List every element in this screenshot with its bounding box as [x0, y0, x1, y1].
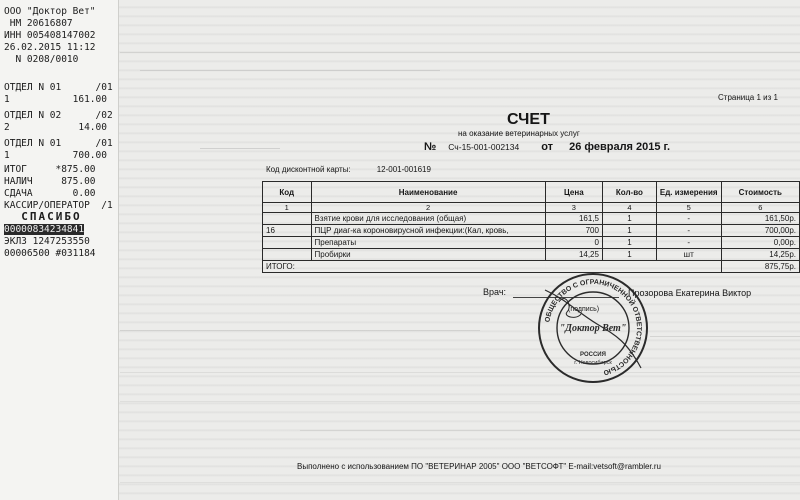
cell-code: [263, 237, 312, 249]
col-header-qty: Кол-во: [602, 182, 656, 203]
cell-qty: 1: [602, 225, 656, 237]
cell-unit: -: [656, 237, 721, 249]
table-row: [263, 225, 800, 237]
date-label: от: [541, 141, 554, 153]
cell-price: 14,25: [545, 249, 602, 261]
stamp-center-text: "Доктор Вет": [559, 323, 627, 334]
total-row: [263, 261, 800, 273]
receipt-line: ИНН 005408147002: [4, 30, 96, 41]
cell-qty: 1: [602, 237, 656, 249]
receipt-line: ЭКЛЗ 1247253550: [4, 236, 90, 247]
cell-name: Взятие крови для исследования (общая): [311, 213, 545, 225]
invoice-number: Сч-15-001-002134: [448, 142, 520, 152]
footer-software-credit: Выполнено с использованием ПО "ВЕТЕРИНАР 2005" ООО "ВЕТСОФТ" E-mail:vetsoft@rambler.ru: [297, 462, 661, 471]
company-stamp: [537, 272, 649, 384]
col-header-cost: Стоимость: [721, 182, 799, 203]
col-number: 6: [721, 203, 799, 213]
page-number: Страница 1 из 1: [718, 93, 778, 102]
col-header-name: Наименование: [311, 182, 545, 203]
table-row: [263, 249, 800, 261]
cell-qty: 1: [602, 213, 656, 225]
invoice-subtitle: на оказание ветеринарных услуг: [458, 129, 580, 138]
table-header-row: [263, 182, 800, 203]
cell-cost: 14,25р.: [721, 249, 799, 261]
cell-price: 700: [545, 225, 602, 237]
cell-unit: шт: [656, 249, 721, 261]
receipt-line: НМ 20616807: [4, 18, 73, 29]
cell-qty: 1: [602, 249, 656, 261]
receipt-line: ООО "Доктор Вет": [4, 6, 96, 17]
doctor-name: Прозорова Екатерина Виктор: [628, 288, 752, 298]
stamp-outer-text: ОБЩЕСТВО С ОГРАНИЧЕННОЙ ОТВЕТСТВЕННОСТЬЮ: [544, 278, 643, 376]
invoice-date: 26 февраля 2015 г.: [569, 141, 671, 153]
cell-name: Пробирки: [311, 249, 545, 261]
discount-card-label: Код дисконтной карты:: [266, 165, 351, 174]
column-number-row: [263, 203, 800, 213]
invoice-table: [262, 181, 800, 273]
signature-caption: (подпись): [568, 306, 600, 313]
number-label: №: [424, 141, 437, 153]
stamp-city: г. Новосибирск: [574, 360, 612, 366]
cash-receipt: [0, 0, 119, 500]
receipt-line: 1 700.00: [4, 150, 107, 161]
receipt-line: ОТДЕЛ N 01 /01: [4, 82, 113, 93]
receipt-line: НАЛИЧ 875.00: [4, 176, 96, 187]
col-header-code: Код: [263, 182, 312, 203]
table-row: [263, 213, 800, 225]
receipt-line: 1 161.00: [4, 94, 107, 105]
receipt-line: КАССИР/ОПЕРАТОР /1: [4, 200, 113, 211]
col-header-price: Цена: [545, 182, 602, 203]
col-number: 2: [311, 203, 545, 213]
table-row: [263, 237, 800, 249]
receipt-line: 26.02.2015 11:12: [4, 42, 96, 53]
receipt-line: ОТДЕЛ N 01 /01: [4, 138, 113, 149]
receipt-line: N 0208/0010: [4, 54, 79, 65]
cell-unit: -: [656, 225, 721, 237]
cell-code: [263, 249, 312, 261]
receipt-line: 00006500 #031184: [4, 248, 96, 259]
cell-code: 16: [263, 225, 312, 237]
cell-cost: 700,00р.: [721, 225, 799, 237]
cell-name: ПЦР диаг-ка короновирусной инфекции:(Кал, кровь,: [311, 225, 545, 237]
stamp-country: РОССИЯ: [580, 352, 606, 358]
receipt-line: ОТДЕЛ N 02 /02: [4, 110, 113, 121]
cell-cost: 0,00р.: [721, 237, 799, 249]
cell-unit: -: [656, 213, 721, 225]
total-value: 875,75р.: [721, 261, 799, 273]
col-number: 4: [602, 203, 656, 213]
col-header-unit: Ед. измерения: [656, 182, 721, 203]
receipt-line: 2 14.00: [4, 122, 107, 133]
receipt-line: 00000834234841: [4, 224, 85, 235]
discount-card: [266, 165, 431, 174]
invoice-title: СЧЕТ: [507, 111, 550, 128]
discount-card-value: 12-001-001619: [376, 165, 431, 174]
col-number: 5: [656, 203, 721, 213]
col-number: 1: [263, 203, 312, 213]
cell-price: 161,5: [545, 213, 602, 225]
receipt-thanks: СПАСИБО: [4, 210, 82, 223]
col-number: 3: [545, 203, 602, 213]
cell-name: Препараты: [311, 237, 545, 249]
cell-cost: 161,50р.: [721, 213, 799, 225]
invoice-number-row: [424, 141, 670, 153]
cell-price: 0: [545, 237, 602, 249]
total-label: ИТОГО:: [263, 261, 722, 273]
receipt-total: ИТОГ *875.00: [4, 164, 96, 175]
cell-code: [263, 213, 312, 225]
doctor-label: Врач:: [483, 287, 507, 297]
receipt-line: СДАЧА 0.00: [4, 188, 96, 199]
